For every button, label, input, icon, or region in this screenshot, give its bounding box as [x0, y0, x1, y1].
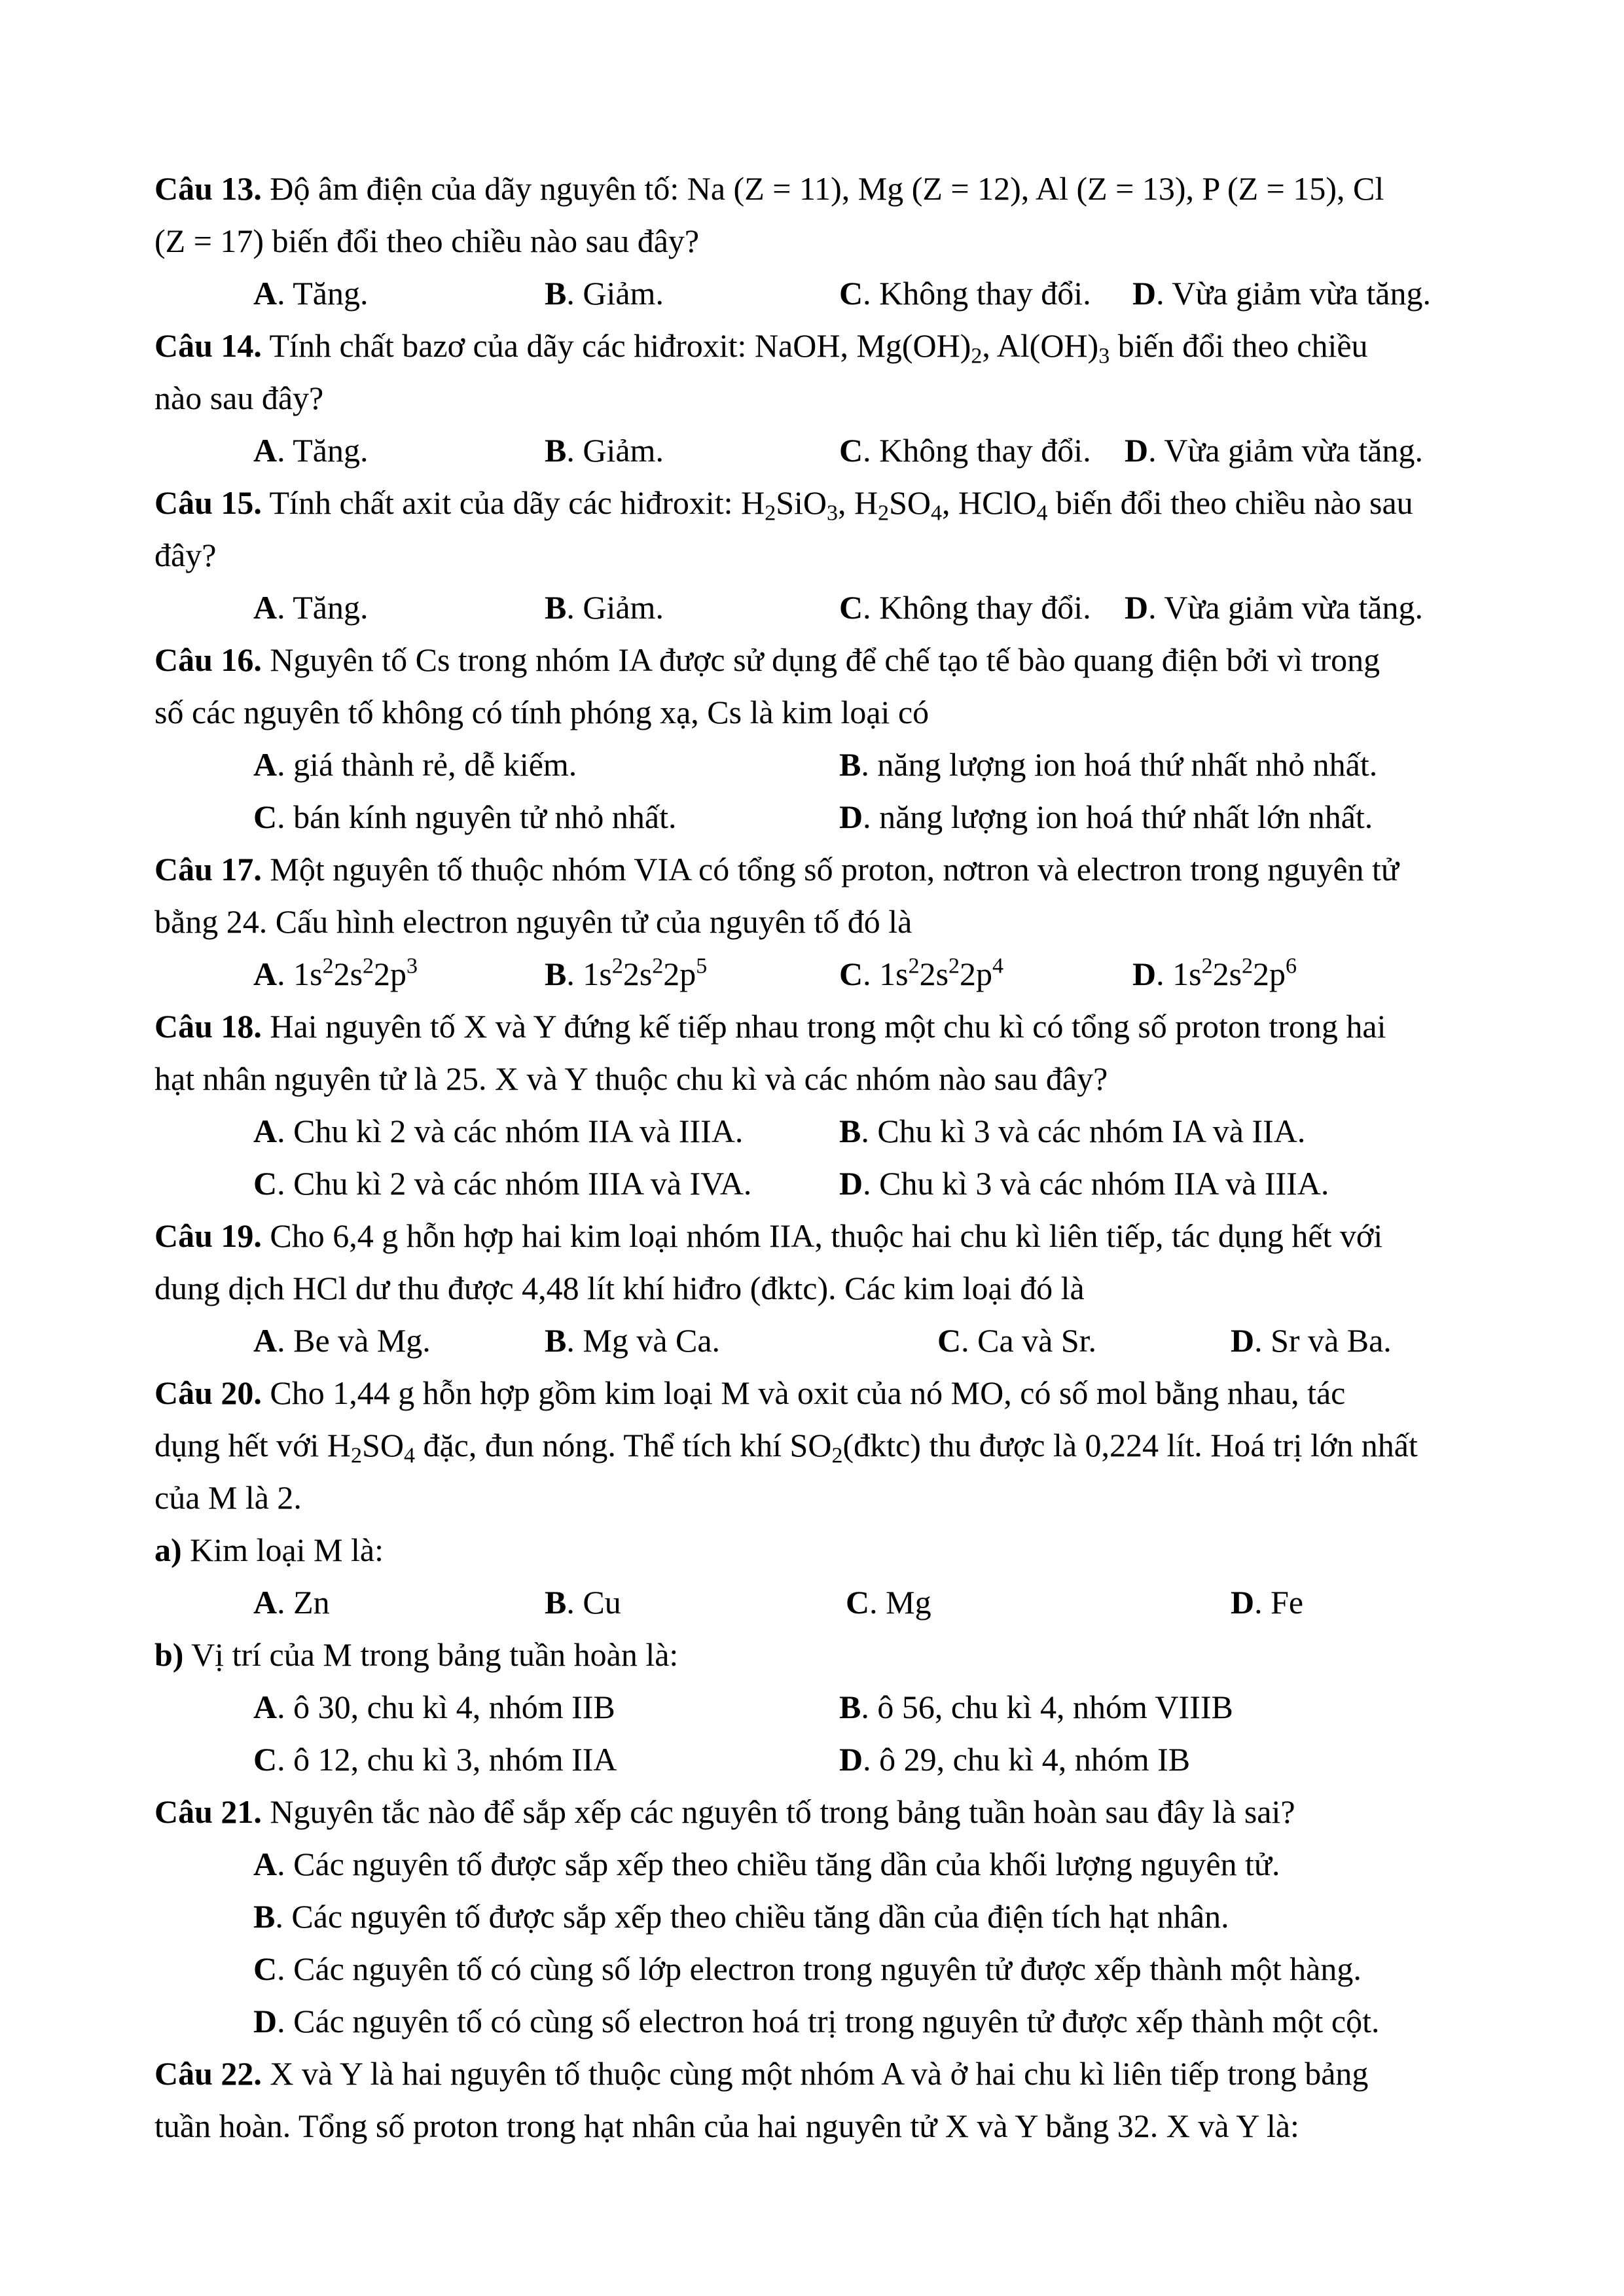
option-c[interactable]: C. Không thay đổi.: [839, 432, 1091, 469]
option-c[interactable]: C. Mg: [846, 1584, 931, 1621]
option-b[interactable]: B. $1s^22s^22p^5$: [545, 954, 708, 992]
question-19: Câu 19. Cho 6,4 g hỗn hợp hai kim loại nhóm IIA, thuộc hai chu kì liên tiếp, tác dụng hết với: [154, 1217, 1383, 1254]
option-d[interactable]: D. Vừa giảm vừa tăng.: [1132, 275, 1431, 312]
option-b[interactable]: B. Mg và Ca.: [545, 1322, 721, 1359]
option-d[interactable]: D. Các nguyên tố có cùng số electron hoá trị trong nguyên tử được xếp thành một cột.: [253, 2003, 1380, 2039]
question-17: Câu 17. Một nguyên tố thuộc nhóm VIA có tổng số proton, nơtron và electron trong nguyên tử: [154, 851, 1399, 888]
question-21: Câu 21. Nguyên tắc nào để sắp xếp các nguyên tố trong bảng tuần hoàn sau đây là sai?: [154, 1793, 1295, 1830]
question-label: Câu 18.: [154, 1008, 262, 1045]
question-14-cont: nào sau đây?: [154, 380, 324, 416]
question-16-cont: số các nguyên tố không có tính phóng xạ, Cs là kim loại có: [154, 694, 929, 730]
option-c[interactable]: C. Không thay đổi.: [839, 589, 1091, 626]
option-a[interactable]: A. Chu kì 2 và các nhóm IIA và IIIA.: [253, 1113, 744, 1149]
question-19-cont: dung dịch HCl dư thu được 4,48 lít khí hiđro (đktc). Các kim loại đó là: [154, 1270, 1085, 1306]
option-a[interactable]: A. ô 30, chu kì 4, nhóm IIB: [253, 1689, 615, 1725]
question-label: Câu 13.: [154, 170, 262, 207]
question-label: Câu 15.: [154, 484, 262, 521]
option-a[interactable]: A. Be và Mg.: [253, 1322, 431, 1359]
question-14: Câu 14. Tính chất bazơ của dãy các hiđroxit: NaOH, $Mg(OH)_2$, $Al(OH)_3$ biến đổi theo chiều: [154, 327, 1368, 368]
question-20-part-b: b) Vị trí của M trong bảng tuần hoàn là:: [154, 1636, 679, 1673]
question-18-cont: hạt nhân nguyên tử là 25. X và Y thuộc chu kì và các nhóm nào sau đây?: [154, 1060, 1108, 1097]
option-b[interactable]: B. Các nguyên tố được sắp xếp theo chiều tăng dần của điện tích hạt nhân.: [253, 1898, 1229, 1935]
question-15: Câu 15. Tính chất axit của dãy các hiđroxit: $H_2SiO_3$, $H_2SO_4$, HClO$_4$ biến đổi theo chiều nào sau: [154, 484, 1413, 526]
option-d[interactable]: D. Fe: [1231, 1584, 1304, 1621]
option-a[interactable]: A. giá thành rẻ, dễ kiếm.: [253, 746, 577, 783]
option-c[interactable]: C. Ca và Sr.: [937, 1322, 1097, 1359]
question-18: Câu 18. Hai nguyên tố X và Y đứng kế tiếp nhau trong một chu kì có tổng số proton trong hai: [154, 1008, 1386, 1045]
question-20-part-a: a) Kim loại M là:: [154, 1532, 384, 1568]
question-label: Câu 21.: [154, 1793, 262, 1830]
option-c[interactable]: C. ô 12, chu kì 3, nhóm IIA: [253, 1741, 617, 1778]
option-c[interactable]: C. $1s^22s^22p^4$: [839, 954, 1004, 992]
question-22: Câu 22. X và Y là hai nguyên tố thuộc cùng một nhóm A và ở hai chu kì liên tiếp trong bảng: [154, 2055, 1369, 2092]
option-b[interactable]: B. Cu: [545, 1584, 621, 1621]
option-b[interactable]: B. ô 56, chu kì 4, nhóm VIIIB: [839, 1689, 1233, 1725]
option-d[interactable]: D. năng lượng ion hoá thứ nhất lớn nhất.: [839, 798, 1373, 835]
question-13: [154, 162, 1384, 215]
option-d[interactable]: D. ô 29, chu kì 4, nhóm IB: [839, 1741, 1191, 1778]
option-b[interactable]: B. năng lượng ion hoá thứ nhất nhỏ nhất.: [839, 746, 1378, 783]
option-b[interactable]: B. Giảm.: [545, 275, 664, 312]
option-c[interactable]: C. Các nguyên tố có cùng số lớp electron trong nguyên tử được xếp thành một hàng.: [253, 1950, 1362, 1987]
option-a[interactable]: A. Tăng.: [253, 275, 369, 312]
option-c[interactable]: C. Không thay đổi.: [839, 275, 1091, 312]
question-label: Câu 19.: [154, 1217, 262, 1254]
question-13-cont: (Z = 17) biến đổi theo chiều nào sau đây?: [154, 223, 700, 259]
option-c[interactable]: C. Chu kì 2 và các nhóm IIIA và IVA.: [253, 1165, 752, 1202]
option-a[interactable]: A. $1s^22s^22p^3$: [253, 954, 418, 992]
question-label: Câu 16.: [154, 641, 262, 678]
option-b[interactable]: B. Giảm.: [545, 589, 664, 626]
question-16: Câu 16. Nguyên tố Cs trong nhóm IA được sử dụng để chế tạo tế bào quang điện bởi vì trong: [154, 641, 1380, 678]
question-20-cont: dụng hết với $H_2SO_4$ đặc, đun nóng. Thể tích khí $SO_2(đktc)$ thu được là 0,224 lít. Hoá trị lớn nhất: [154, 1427, 1418, 1468]
question-20: Câu 20. Cho 1,44 g hỗn hợp gồm kim loại M và oxit của nó MO, có số mol bằng nhau, tác: [154, 1374, 1346, 1411]
option-b[interactable]: B. Giảm.: [545, 432, 664, 469]
option-d[interactable]: D. Sr và Ba.: [1231, 1322, 1392, 1359]
option-a[interactable]: A. Tăng.: [253, 432, 369, 469]
option-c[interactable]: C. bán kính nguyên tử nhỏ nhất.: [253, 798, 677, 835]
option-d[interactable]: D. Vừa giảm vừa tăng.: [1125, 432, 1423, 469]
question-20-cont2: của M là 2.: [154, 1479, 302, 1516]
question-17-cont: bằng 24. Cấu hình electron nguyên tử của nguyên tố đó là: [154, 903, 912, 940]
question-text: Độ âm điện của dãy nguyên tố: Na (Z = 11), Mg (Z = 12), Al (Z = 13), P (Z = 15), Cl: [261, 170, 1384, 207]
question-label: Câu 14.: [154, 327, 262, 364]
question-22-cont: tuần hoàn. Tổng số proton trong hạt nhân của hai nguyên tử X và Y bằng 32. X và Y là:: [154, 2108, 1299, 2144]
option-a[interactable]: A. Tăng.: [253, 589, 369, 626]
option-d[interactable]: D. Vừa giảm vừa tăng.: [1125, 589, 1423, 626]
option-d[interactable]: D. $1s^22s^22p^6$: [1132, 954, 1297, 992]
option-a[interactable]: A. Các nguyên tố được sắp xếp theo chiều tăng dần của khối lượng nguyên tử.: [253, 1846, 1280, 1882]
question-15-cont: đây?: [154, 537, 217, 573]
option-a[interactable]: A. Zn: [253, 1584, 330, 1621]
option-b[interactable]: B. Chu kì 3 và các nhóm IA và IIA.: [839, 1113, 1306, 1149]
question-label: Câu 17.: [154, 851, 262, 888]
question-label: Câu 22.: [154, 2055, 262, 2092]
question-label: Câu 20.: [154, 1374, 262, 1411]
option-d[interactable]: D. Chu kì 3 và các nhóm IIA và IIIA.: [839, 1165, 1329, 1202]
